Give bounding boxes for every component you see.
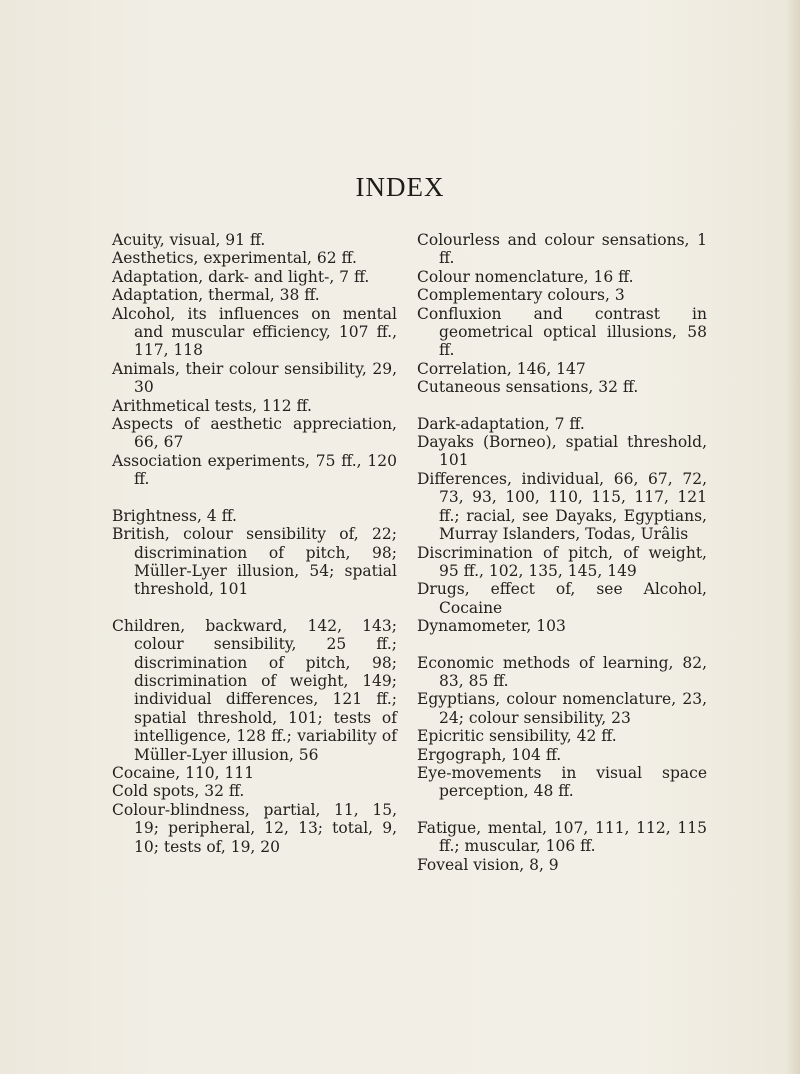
group-separator (417, 397, 707, 415)
index-group-a (112, 231, 397, 489)
index-entry: Adaptation, thermal, 38 ff. (112, 286, 320, 305)
index-entry: British, colour sensibility of, 22; discrimination of pitch, 98; Müller-Lyer illusion, 54; spatial threshold, 101 (112, 525, 397, 599)
index-entry: Acuity, visual, 91 ff. (112, 231, 266, 249)
group-separator (112, 599, 397, 617)
index-entry: Cocaine, 110, 111 (112, 763, 255, 782)
index-entry: Association experiments, 75 ff., 120 ff. (112, 451, 397, 489)
index-group-e (417, 654, 707, 801)
index-entry: Children, backward, 142, 143; colour sensibility, 25 ff.; discrimination of pitch, 98; discrimination of weight, 149; individual differences, 121 ff.; spatial threshold, 101; tests of intelligence, 128 ff.; variability of Müller-Lyer illusion, 56 (112, 616, 397, 764)
group-separator (417, 801, 707, 819)
index-column-right (417, 231, 707, 874)
index-group-c (112, 617, 397, 856)
index-entry: Correlation, 146, 147 (417, 359, 586, 378)
index-group-b (112, 507, 397, 599)
index-entry: Animals, their colour sensibility, 29, 30 (112, 359, 397, 397)
index-entry: Cold spots, 32 ff. (112, 782, 245, 801)
index-entry: Epicritic sensibility, 42 ff. (417, 727, 617, 746)
index-entry: Complementary colours, 3 (417, 286, 625, 305)
index-entry: Ergograph, 104 ff. (417, 745, 562, 764)
page-title: INDEX (355, 172, 445, 202)
page-edge-shadow (786, 0, 800, 1074)
index-entry: Egyptians, colour nomenclature, 23, 24; colour sensibility, 23 (417, 690, 707, 727)
index-entry: Eye-movements in visual space perception, 48 ff. (417, 763, 707, 801)
index-group-f (417, 819, 707, 874)
group-separator (417, 636, 707, 654)
index-entry: Fatigue, mental, 107, 111, 112, 115 ff.; muscular, 106 ff. (417, 818, 707, 856)
index-group-c-continued (417, 231, 707, 397)
index-entry: Colour-blindness, partial, 11, 15, 19; peripheral, 12, 13; total, 9, 10; tests of, 19, 20 (112, 800, 397, 856)
index-entry: Discrimination of pitch, of weight, 95 ff., 102, 135, 145, 149 (417, 543, 707, 580)
index-entry: Dark-adaptation, 7 ff. (417, 414, 585, 433)
index-entry: Aspects of aesthetic appreciation, 66, 67 (112, 415, 397, 452)
index-entry: Drugs, effect of, see Alcohol, Cocaine (417, 580, 707, 617)
index-entry: Differences, individual, 66, 67, 72, 73, 93, 100, 110, 115, 117, 121 ff.; racial, see Dayaks, Egyptians, Murray Islanders, Todas, Urâlis (417, 469, 707, 544)
index-entry: Adaptation, dark- and light-, 7 ff. (112, 267, 370, 286)
index-entry: Cutaneous sensations, 32 ff. (417, 378, 639, 397)
index-entry: Dynamometer, 103 (417, 617, 566, 636)
index-column-left (112, 231, 397, 856)
index-entry: Colourless and colour sensations, 1 ff. (417, 231, 707, 268)
index-entry: Alcohol, its influences on mental and muscular efficiency, 107 ff., 117, 118 (112, 304, 397, 360)
index-group-d (417, 415, 707, 636)
index-entry: Foveal vision, 8, 9 (417, 855, 559, 874)
index-entry: Colour nomenclature, 16 ff. (417, 267, 634, 286)
group-separator (112, 489, 397, 507)
index-entry: Brightness, 4 ff. (112, 506, 237, 525)
index-entry: Aesthetics, experimental, 62 ff. (112, 249, 357, 268)
index-entry: Confluxion and contrast in geometrical optical illusions, 58 ff. (417, 304, 707, 360)
index-entry: Arithmetical tests, 112 ff. (112, 396, 312, 415)
index-entry: Economic methods of learning, 82, 83, 85 ff. (417, 653, 707, 690)
index-entry: Dayaks (Borneo), spatial threshold, 101 (417, 433, 707, 470)
